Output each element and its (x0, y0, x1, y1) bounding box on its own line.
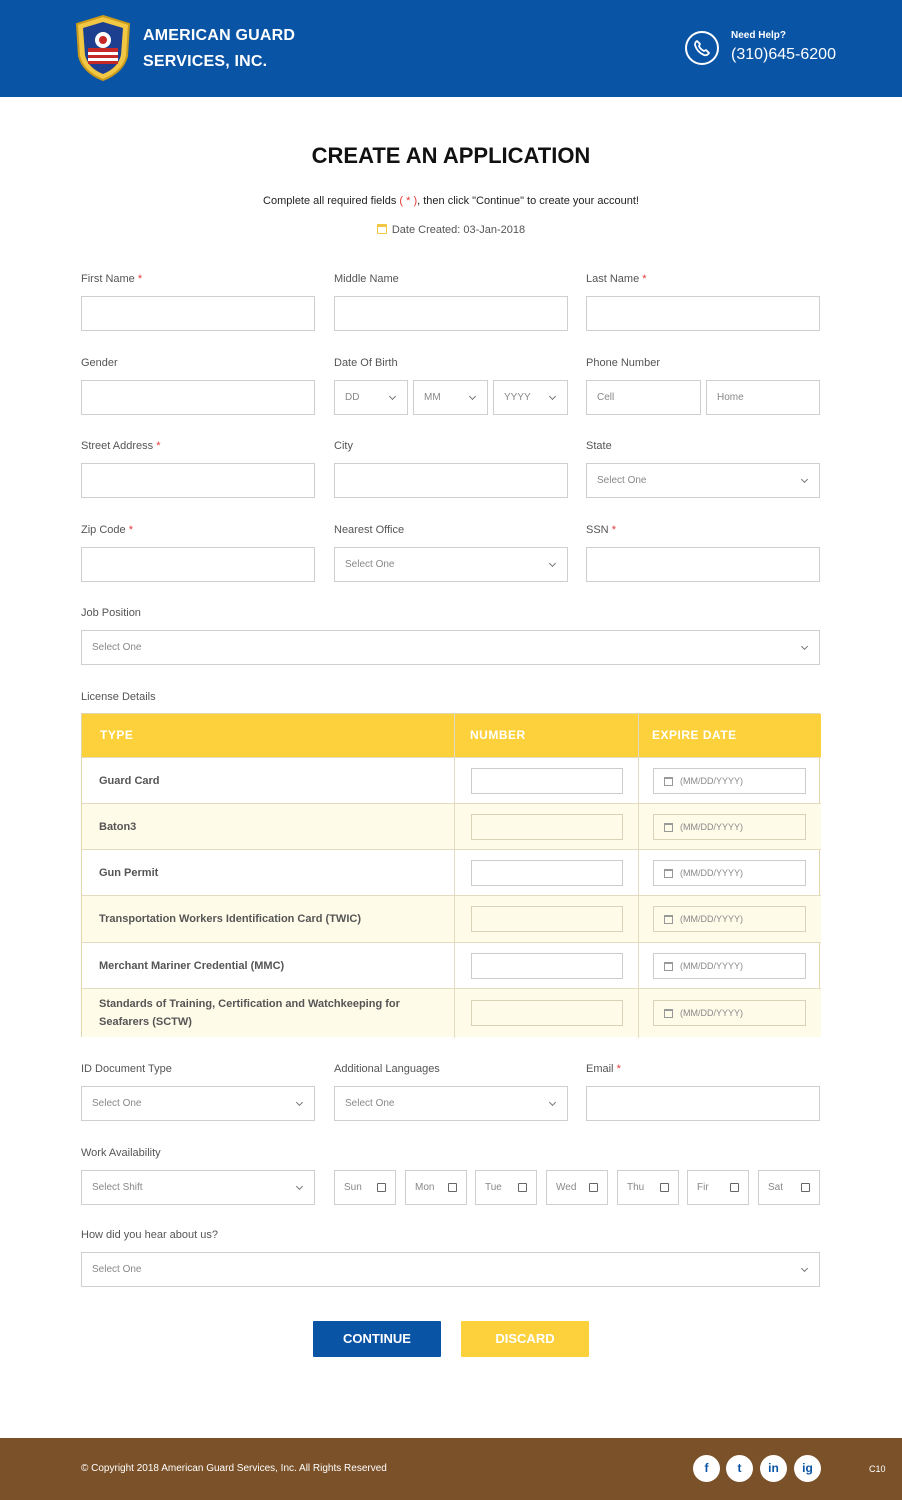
linkedin-icon[interactable]: in (760, 1455, 787, 1482)
last-name-input[interactable] (586, 296, 820, 331)
street-label-text: Street Address (81, 440, 154, 452)
first-name-label-text: First Name (81, 273, 135, 285)
checkbox[interactable] (448, 1183, 457, 1192)
id-doc-select-value: Select One (92, 1098, 142, 1109)
street-input[interactable] (81, 463, 315, 498)
expire-date-input[interactable] (653, 1000, 806, 1026)
calendar-icon (664, 962, 673, 971)
zip-input[interactable] (81, 547, 315, 582)
expire-date-input[interactable] (653, 768, 806, 794)
calendar-icon (664, 777, 673, 786)
hear-label: How did you hear about us? (81, 1229, 218, 1241)
checkbox[interactable] (801, 1183, 810, 1192)
ssn-input[interactable] (586, 547, 820, 582)
license-type: Gun Permit (99, 867, 159, 879)
calendar-icon (664, 1009, 673, 1018)
checkbox[interactable] (730, 1183, 739, 1192)
table-row (82, 895, 821, 942)
day-checkbox-wed[interactable] (546, 1170, 608, 1205)
chevron-down-icon (549, 560, 556, 567)
header-number: NUMBER (470, 728, 526, 742)
city-label: City (334, 440, 353, 452)
zip-label (81, 524, 133, 536)
chevron-down-icon (296, 1183, 303, 1190)
chevron-down-icon (389, 393, 396, 400)
license-number-input[interactable] (471, 906, 623, 932)
header-type: TYPE (100, 728, 134, 742)
calendar-icon (664, 823, 673, 832)
calendar-icon (664, 869, 673, 878)
required-mark: * (137, 273, 143, 285)
dob-day-value: DD (345, 392, 360, 403)
last-name-label (586, 273, 647, 285)
checkbox[interactable] (589, 1183, 598, 1192)
day-checkbox-sat[interactable] (758, 1170, 820, 1205)
id-doc-select[interactable] (81, 1086, 315, 1121)
day-label: Fir (697, 1182, 709, 1193)
day-label: Wed (556, 1182, 577, 1193)
facebook-icon[interactable]: f (693, 1455, 720, 1482)
dob-day-select[interactable] (334, 380, 408, 415)
day-label: Thu (627, 1182, 645, 1193)
email-label (586, 1063, 621, 1075)
instructions (0, 195, 902, 207)
license-type: Baton3 (99, 821, 137, 833)
calendar-icon (664, 915, 673, 924)
license-number-input[interactable] (471, 953, 623, 979)
brand-line-2: SERVICES, INC. (143, 53, 268, 70)
license-type: Guard Card (99, 775, 160, 787)
phone-home-input[interactable]: Home (706, 380, 820, 415)
site-header (0, 0, 902, 97)
expire-date-placeholder: (MM/DD/YYYY) (680, 776, 743, 786)
dob-month-value: MM (424, 392, 441, 403)
gender-label: Gender (81, 357, 118, 369)
state-select-value: Select One (597, 475, 647, 486)
page-code: C10 (869, 1464, 886, 1474)
dob-year-select[interactable] (493, 380, 568, 415)
middle-name-label: Middle Name (334, 273, 399, 285)
twitter-icon[interactable]: t (726, 1455, 753, 1482)
expire-date-input[interactable] (653, 860, 806, 886)
first-name-label (81, 273, 142, 285)
day-checkbox-fri[interactable] (687, 1170, 749, 1205)
column-divider (454, 714, 455, 1038)
office-select-value: Select One (345, 559, 395, 570)
license-type: Transportation Workers Identification Card (TWIC) (99, 913, 361, 925)
required-legend: ( * ) (399, 195, 418, 207)
day-checkbox-tue[interactable] (475, 1170, 537, 1205)
state-label: State (586, 440, 612, 452)
required-mark: * (156, 440, 161, 452)
copyright: © Copyright 2018 American Guard Services, Inc. All Rights Reserved (81, 1463, 387, 1474)
zip-label-text: Zip Code (81, 524, 126, 536)
email-label-text: Email (586, 1063, 614, 1075)
day-checkbox-mon[interactable] (405, 1170, 467, 1205)
office-label: Nearest Office (334, 524, 405, 536)
chevron-down-icon (801, 476, 808, 483)
phone-label: Phone Number (586, 357, 660, 369)
day-checkbox-thu[interactable] (617, 1170, 679, 1205)
license-type: Merchant Mariner Credential (MMC) (99, 960, 285, 972)
chevron-down-icon (549, 1099, 556, 1106)
day-checkbox-sun[interactable] (334, 1170, 396, 1205)
continue-button[interactable]: CONTINUE (313, 1321, 441, 1357)
phone-icon (685, 31, 719, 65)
languages-select[interactable] (334, 1086, 568, 1121)
ssn-label (586, 524, 616, 536)
instructions-before: Complete all required fields (263, 195, 400, 207)
day-label: Sat (768, 1182, 784, 1193)
dob-month-select[interactable] (413, 380, 488, 415)
day-label: Tue (485, 1182, 502, 1193)
date-created-text: Date Created: 03-Jan-2018 (391, 224, 526, 236)
expire-date-placeholder: (MM/DD/YYYY) (680, 868, 743, 878)
table-row (82, 988, 821, 1037)
license-details-label: License Details (81, 691, 156, 703)
required-mark: * (616, 1063, 621, 1075)
instructions-after: , then click "Continue" to create your account! (417, 195, 639, 207)
expire-date-input[interactable] (653, 814, 806, 840)
job-select-value: Select One (92, 642, 142, 653)
license-table (81, 713, 820, 1037)
ssn-label-text: SSN (586, 524, 609, 536)
calendar-icon (377, 224, 387, 234)
expire-date-placeholder: (MM/DD/YYYY) (680, 961, 743, 971)
expire-date-input[interactable] (653, 953, 806, 979)
chevron-down-icon (469, 393, 476, 400)
license-number-input[interactable] (471, 814, 623, 840)
state-select[interactable] (586, 463, 820, 498)
discard-button[interactable]: DISCARD (461, 1321, 589, 1357)
license-number-input[interactable] (471, 1000, 623, 1026)
date-created (0, 224, 902, 236)
expire-date-input[interactable] (653, 906, 806, 932)
page-title: CREATE AN APPLICATION (311, 143, 591, 168)
day-label: Sun (344, 1182, 362, 1193)
expire-date-placeholder: (MM/DD/YYYY) (680, 822, 743, 832)
checkbox[interactable] (377, 1183, 386, 1192)
hear-select-value: Select One (92, 1264, 142, 1275)
last-name-label-text: Last Name (586, 273, 640, 285)
languages-select-value: Select One (345, 1098, 395, 1109)
city-input[interactable] (334, 463, 568, 498)
checkbox[interactable] (660, 1183, 669, 1192)
street-label (81, 440, 161, 452)
job-label: Job Position (81, 607, 141, 619)
required-mark: * (128, 524, 133, 536)
chevron-down-icon (801, 643, 808, 650)
table-row (82, 849, 821, 895)
expire-date-placeholder: (MM/DD/YYYY) (680, 1008, 743, 1018)
chevron-down-icon (549, 393, 556, 400)
dob-year-value: YYYY (504, 392, 531, 403)
middle-name-input[interactable] (334, 296, 568, 331)
email-input[interactable] (586, 1086, 820, 1121)
day-label: Mon (415, 1182, 435, 1193)
required-mark: * (642, 273, 647, 285)
first-name-input[interactable] (81, 296, 315, 331)
license-type: Standards of Training, Certification and Watchkeeping for Seafarers (SCTW) (99, 998, 400, 1028)
phone-cell-input[interactable]: Cell (586, 380, 701, 415)
site-footer (0, 1438, 902, 1500)
shield-logo-icon[interactable] (74, 14, 132, 82)
dob-label: Date Of Birth (334, 357, 398, 369)
required-mark: * (611, 524, 616, 536)
languages-label: Additional Languages (334, 1063, 440, 1075)
column-divider (638, 714, 639, 1038)
help-label: Need Help? (731, 30, 787, 41)
brand-line-1: AMERICAN GUARD (143, 27, 296, 44)
help-phone[interactable]: (310)645-6200 (731, 46, 836, 63)
chevron-down-icon (801, 1265, 808, 1272)
checkbox[interactable] (518, 1183, 527, 1192)
work-label: Work Availability (81, 1147, 161, 1159)
shift-select-value: Select Shift (92, 1182, 143, 1193)
license-table-header (82, 714, 821, 757)
table-row (82, 942, 821, 988)
id-doc-label: ID Document Type (81, 1063, 172, 1075)
instagram-icon[interactable]: ig (794, 1455, 821, 1482)
license-number-input[interactable] (471, 768, 623, 794)
brand-name[interactable] (143, 23, 295, 75)
table-row (82, 803, 821, 849)
gender-input[interactable] (81, 380, 315, 415)
license-number-input[interactable] (471, 860, 623, 886)
expire-date-placeholder: (MM/DD/YYYY) (680, 914, 743, 924)
table-row (82, 757, 821, 803)
chevron-down-icon (296, 1099, 303, 1106)
shift-select[interactable] (81, 1170, 315, 1205)
job-select[interactable] (81, 630, 820, 665)
office-select[interactable] (334, 547, 568, 582)
header-expire-date: EXPIRE DATE (652, 728, 737, 742)
hear-select[interactable] (81, 1252, 820, 1287)
